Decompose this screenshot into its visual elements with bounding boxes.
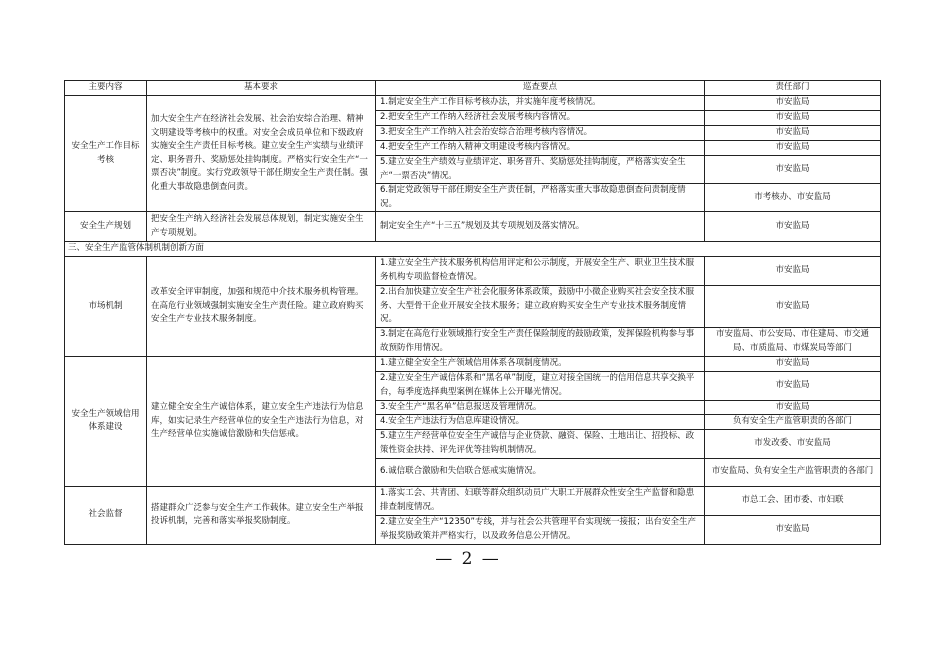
header-responsible-dept: 责任部门 [705,81,881,96]
dept-cell: 市安监局、负有安全生产监管职责的各部门 [705,458,881,486]
dept-cell: 市发改委、市安监局 [705,429,881,458]
main-content-cell: 安全生产领域信用体系建设 [65,356,147,486]
point-cell: 2.出台加快建立安全生产社会化服务体系政策，鼓励中小微企业购买社会安全技术服务、大型骨干企业开展安全技术服务；建立政府购买安全生产专业技术服务制度情况。 [376,285,705,327]
section-row [65,242,881,257]
table-row [65,96,881,111]
table-row [65,256,881,285]
table-header-row [65,81,881,96]
point-cell: 3.制定在高危行业领域推行安全生产责任保险制度的鼓励政策，发挥保险机构参与事故预防作用情况。 [376,327,705,356]
header-inspection-points: 巡查要点 [376,81,705,96]
point-cell: 5.建立生产经营单位安全生产诚信与企业贷款、融资、保险、土地出让、招投标、政策性资金扶持、评先评优等挂钩机制情况。 [376,429,705,458]
dept-cell: 市安监局 [705,515,881,544]
point-cell: 1.落实工会、共青团、妇联等群众组织动员广大职工开展群众性安全生产监督和隐患排查制度情况。 [376,486,705,515]
point-cell: 1.建立安全生产技术服务机构信用评定和公示制度，开展安全生产、职业卫生技术服务机构专项监督检查情况。 [376,256,705,285]
page-number: — 2 — [435,549,501,569]
dept-cell: 市安监局 [705,126,881,141]
document-page [64,80,880,545]
dept-cell: 市安监局 [705,212,881,242]
point-cell: 1.建立健全安全生产领域信用体系各项制度情况。 [376,356,705,371]
main-content-cell: 安全生产工作目标考核 [65,96,147,212]
section-heading: 三、安全生产监管体制机制创新方面 [65,242,881,257]
inspection-table [64,80,881,545]
point-cell: 5.建立安全生产绩效与业绩评定、职务晋升、奖励惩处挂钩制度，严格落实安全生产“一票否决”情况。 [376,156,705,184]
requirement-cell: 改革安全评审制度，加强和规范中介技术服务机构管理。在高危行业领域强制实施安全生产责任险。建立政府购买安全生产专业技术服务制度。 [147,256,376,356]
dept-cell: 市安监局 [705,111,881,126]
point-cell: 6.制定党政领导干部任期安全生产责任制，严格落实重大事故隐患倒查问责制度情况。 [376,184,705,212]
requirement-cell: 把安全生产纳入经济社会发展总体规划，制定实施安全生产专项规划。 [147,212,376,242]
point-cell: 4.把安全生产工作纳入精神文明建设考核内容情况。 [376,141,705,156]
main-content-cell: 社会监督 [65,486,147,544]
point-cell: 4.安全生产违法行为信息库建设情况。 [376,415,705,430]
point-cell: 3.把安全生产工作纳入社会治安综合治理考核内容情况。 [376,126,705,141]
point-cell: 2.建立安全生产“12350”专线，并与社会公共管理平台实现统一接报；出台安全生产举报奖励政策并严格实行，以及政务信息公开情况。 [376,515,705,544]
requirement-cell: 加大安全生产在经济社会发展、社会治安综合治理、精神文明建设等考核中的权重。对安全会成员单位和下级政府实施安全生产责任目标考核。建立安全生产实绩与业绩评定、职务晋升、奖励惩处挂钩制度。严格实行安全生产“一票否决”制度。实行党政领导干部任期安全生产责任制。强化重大事故隐患倒查问责。 [147,96,376,212]
dept-cell: 市总工会、团市委、市妇联 [705,486,881,515]
dept-cell: 市安监局 [705,356,881,371]
point-cell: 1.制定安全生产工作目标考核办法，并实施年度考核情况。 [376,96,705,111]
point-cell: 2.建立安全生产诚信体系和“黑名单”制度，建立对接全国统一的信用信息共享交换平台，每季度选择典型案例在媒体上公开曝光情况。 [376,371,705,400]
main-content-cell: 市场机制 [65,256,147,356]
dept-cell: 市安监局、市公安局、市住建局、市交通局、市质监局、市煤炭局等部门 [705,327,881,356]
header-main-content: 主要内容 [65,81,147,96]
header-basic-requirements: 基本要求 [147,81,376,96]
dept-cell: 负有安全生产监管职责的各部门 [705,415,881,430]
dept-cell: 市安监局 [705,156,881,184]
dept-cell: 市安监局 [705,96,881,111]
requirement-cell: 搭建群众广泛参与安全生产工作载体。建立安全生产举报投诉机制，完善和落实举报奖励制度。 [147,486,376,544]
table-row [65,486,881,515]
requirement-cell: 建立健全安全生产诚信体系，建立安全生产违法行为信息库，如实记录生产经营单位的安全生产违法行为信息，对生产经营单位实施诚信激励和失信惩戒。 [147,356,376,486]
point-cell: 3.安全生产“黑名单”信息报送及管理情况。 [376,400,705,415]
point-cell: 2.把安全生产工作纳入经济社会发展考核内容情况。 [376,111,705,126]
dept-cell: 市安监局 [705,256,881,285]
dept-cell: 市安监局 [705,141,881,156]
table-row [65,356,881,371]
point-cell: 6.诚信联合激励和失信联合惩戒实施情况。 [376,458,705,486]
dept-cell: 市安监局 [705,371,881,400]
main-content-cell: 安全生产规划 [65,212,147,242]
dept-cell: 市安监局 [705,400,881,415]
table-row [65,212,881,242]
point-cell: 制定安全生产“十三五”规划及其专项规划及落实情况。 [376,212,705,242]
dept-cell: 市考核办、市安监局 [705,184,881,212]
dept-cell: 市安监局 [705,285,881,327]
